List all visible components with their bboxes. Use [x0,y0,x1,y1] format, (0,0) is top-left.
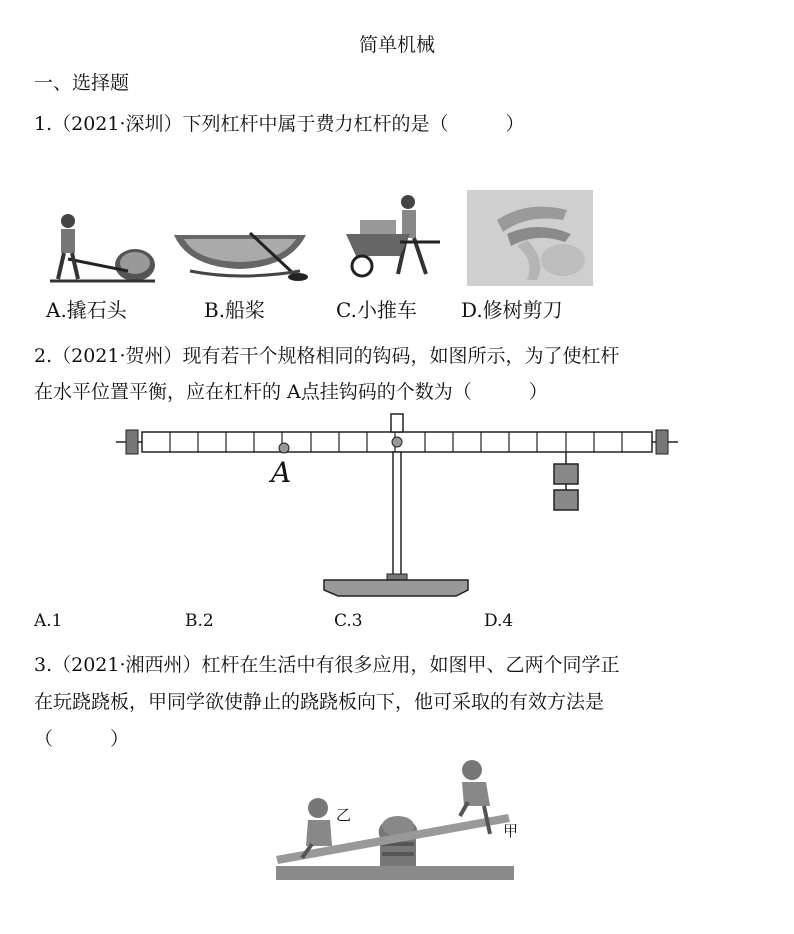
pruning-shears-image [467,190,593,286]
page-title: 简单机械 [358,34,435,56]
prying-rock-image [40,205,160,287]
q1-option-c: C.小推车 [336,298,417,322]
label-yi: 乙 [336,806,352,824]
q1-option-d: D.修树剪刀 [461,298,563,322]
q1-option-a: A.撬石头 [46,298,127,322]
question-2-line-1: 2.（2021·贺州）现有若干个规格相同的钩码，如图所示，为了使杠杆 [34,345,620,367]
question-3-line-1: 3.（2021·湘西州）杠杆在生活中有很多应用，如图甲、乙两个同学正 [34,654,620,676]
question-1-stem: 1.（2021·深圳）下列杠杆中属于费力杠杆的是（ ） [34,113,525,135]
point-a-label: A [271,456,292,489]
lever-balance-diagram [112,410,684,600]
q2-option-b: B.2 [185,611,214,631]
q2-option-a: A.1 [34,611,63,631]
label-jia: 甲 [503,822,519,840]
question-2-line-2: 在水平位置平衡，应在杠杆的 A点挂钩码的个数为（ ） [34,381,548,403]
q2-option-d: D.4 [484,611,514,631]
question-3-line-2: 在玩跷跷板，甲同学欲使静止的跷跷板向下，他可采取的有效方法是 [34,691,605,713]
question-3-line-3: （ ） [34,728,130,750]
seesaw-image [272,758,518,882]
section-heading: 一、选择题 [34,72,130,94]
q2-option-c: C.3 [334,611,363,631]
q1-option-b: B.船桨 [204,298,266,322]
boat-oar-image [170,225,310,285]
wheelbarrow-image [340,192,445,284]
